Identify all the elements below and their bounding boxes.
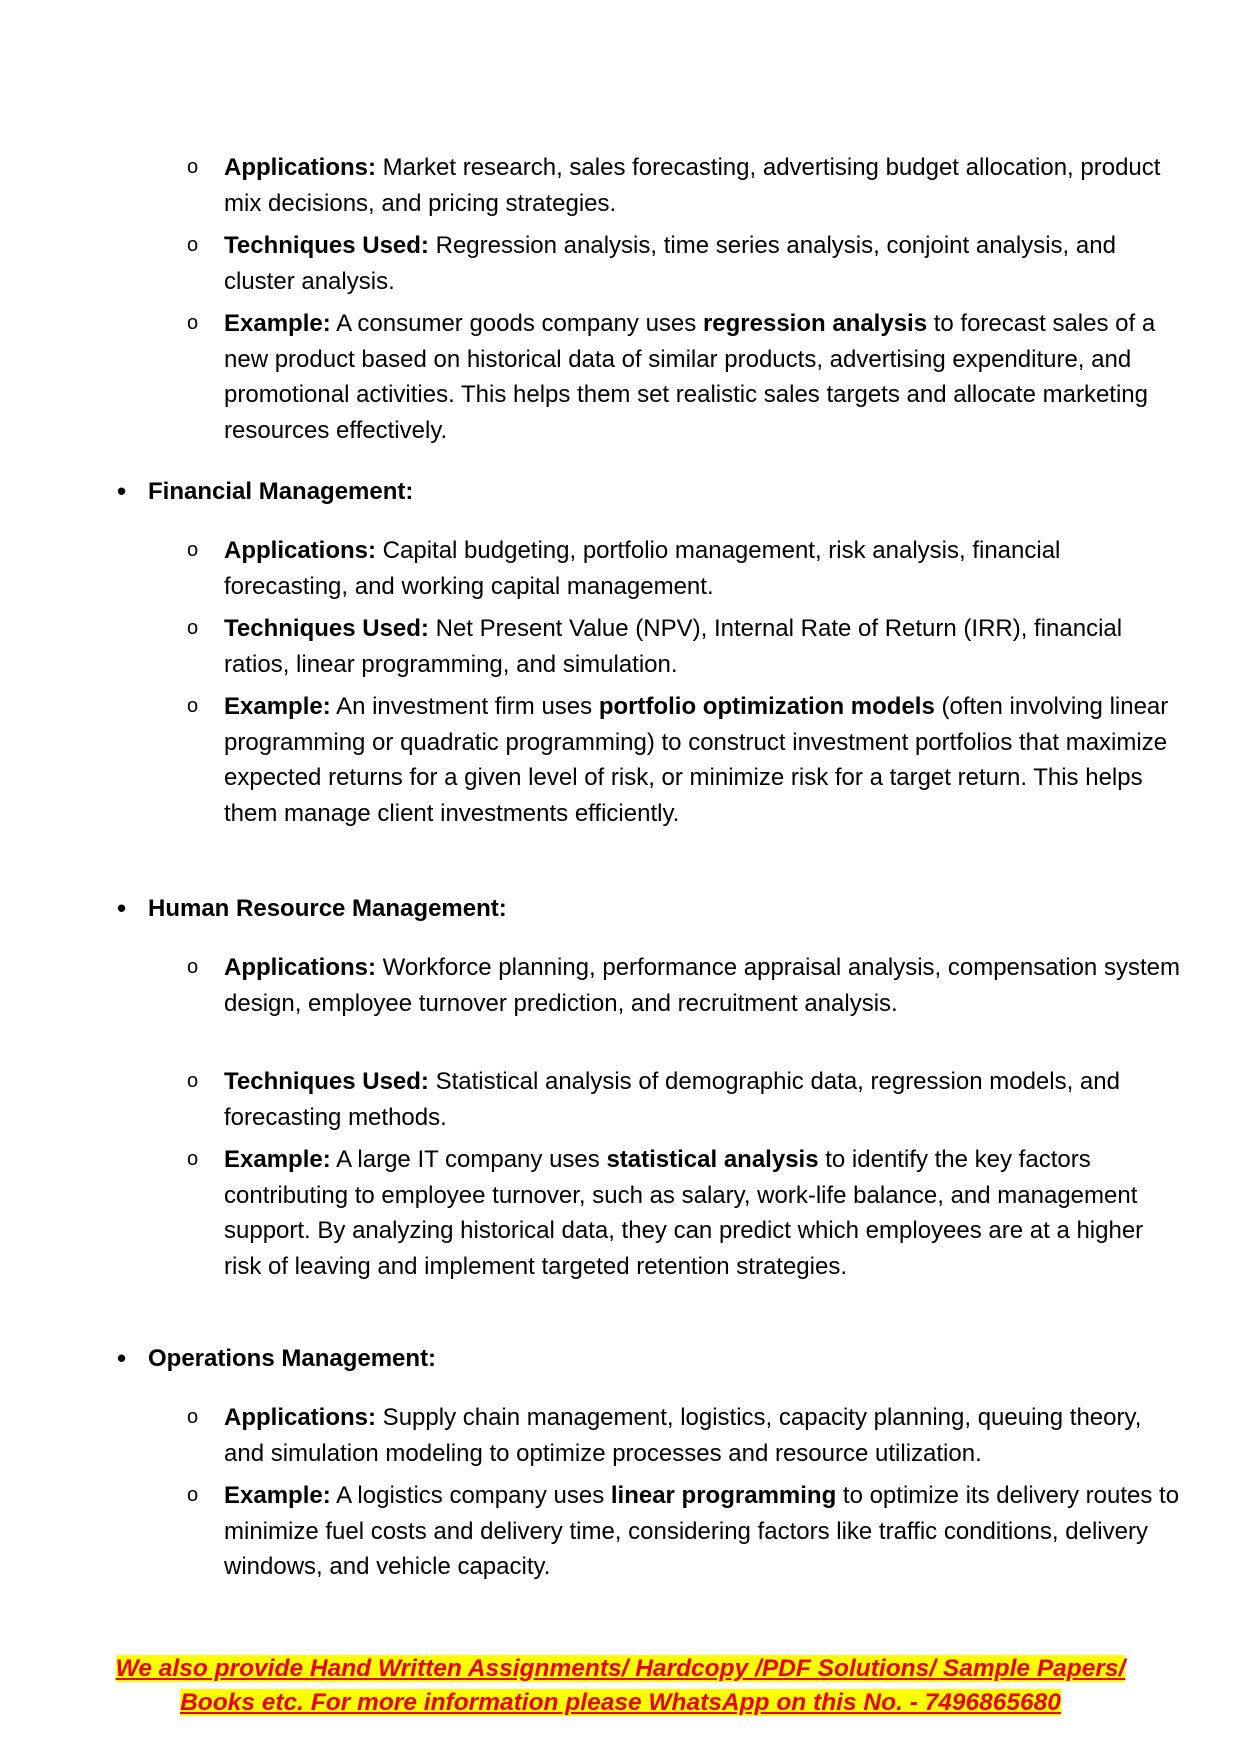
item-label: Techniques Used: xyxy=(224,232,429,259)
sub-bullet-marker: o xyxy=(187,539,199,561)
item-label: Example: xyxy=(224,310,331,337)
financial-heading xyxy=(117,474,414,510)
footer-promo xyxy=(60,1652,1181,1720)
top-example-item xyxy=(187,306,1184,448)
sub-bullet-marker: o xyxy=(187,1406,199,1428)
item-label: Techniques Used: xyxy=(224,1068,429,1095)
item-text: Regression analysis, time series analysis, conjoint analysis, and cluster analysis. xyxy=(224,232,1116,295)
top-applications-item xyxy=(187,150,1184,221)
sub-bullet-marker: o xyxy=(187,956,199,978)
item-text: Net Present Value (NPV), Internal Rate of Return (IRR), financial ratios, linear programming, and simulation. xyxy=(224,615,1123,678)
item-text: to identify the key factors contributing to employee turnover, such as salary, work-life balance, and management support. By analyzing historical data, they can predict which employees are at a higher risk of leaving and implement targeted retention strategies. xyxy=(224,1146,1144,1280)
item-label: Applications: xyxy=(224,954,377,981)
item-bold-term: statistical analysis xyxy=(606,1146,819,1173)
operations-applications-item xyxy=(187,1400,1184,1471)
sub-bullet-marker: o xyxy=(187,156,199,178)
sub-bullet-marker: o xyxy=(187,234,199,256)
sub-bullet-marker: o xyxy=(187,1484,199,1506)
financial-example-item xyxy=(187,689,1184,831)
item-text: A large IT company uses xyxy=(330,1146,607,1173)
item-text: to optimize its delivery routes to minimize fuel costs and delivery time, considering factors like traffic conditions, delivery windows, and vehicle capacity. xyxy=(224,1482,1180,1580)
footer-line-1: We also provide Hand Written Assignments/ Hardcopy /PDF Solutions/ Sample Papers/ xyxy=(115,1655,1126,1682)
item-label: Techniques Used: xyxy=(224,615,429,642)
item-text: A consumer goods company uses xyxy=(330,310,703,337)
heading-text: Operations Management: xyxy=(148,1345,437,1372)
item-label: Example: xyxy=(224,1482,331,1509)
heading-text: Human Resource Management: xyxy=(148,895,507,922)
item-text: to forecast sales of a new product based on historical data of similar products, advertising expenditure, and promotional activities. This helps them set realistic sales targets and allocate marketing resources effectively. xyxy=(224,310,1156,444)
item-bold-term: portfolio optimization models xyxy=(598,693,935,720)
financial-applications-item xyxy=(187,533,1184,604)
hr-example-item xyxy=(187,1142,1184,1284)
footer-line-2: Books etc. For more information please WhatsApp on this No. - 7496865680 xyxy=(180,1689,1061,1716)
financial-techniques-item xyxy=(187,611,1184,682)
item-text: Statistical analysis of demographic data, regression models, and forecasting methods. xyxy=(224,1068,1120,1131)
item-label: Example: xyxy=(224,693,331,720)
bullet-marker: • xyxy=(117,1343,127,1373)
sub-bullet-marker: o xyxy=(187,617,199,639)
item-label: Example: xyxy=(224,1146,331,1173)
item-label: Applications: xyxy=(224,537,377,564)
item-text: (often involving linear programming or quadratic programming) to construct investment portfolios that maximize expected returns for a given level of risk, or minimize risk for a target return. This helps them manage client investments efficiently. xyxy=(224,693,1169,827)
sub-bullet-marker: o xyxy=(187,1148,199,1170)
item-label: Applications: xyxy=(224,154,377,181)
hr-heading xyxy=(117,891,507,927)
item-text: Supply chain management, logistics, capacity planning, queuing theory, and simulation modeling to optimize processes and resource utilization. xyxy=(224,1404,1142,1467)
sub-bullet-marker: o xyxy=(187,312,199,334)
item-text: Market research, sales forecasting, advertising budget allocation, product mix decisions, and pricing strategies. xyxy=(224,154,1161,217)
heading-text: Financial Management: xyxy=(148,478,414,505)
hr-applications-item xyxy=(187,950,1184,1021)
operations-example-item xyxy=(187,1478,1184,1585)
hr-techniques-item xyxy=(187,1064,1184,1135)
bullet-marker: • xyxy=(117,476,127,506)
sub-bullet-marker: o xyxy=(187,695,199,717)
item-bold-term: regression analysis xyxy=(702,310,928,337)
item-text: An investment firm uses xyxy=(330,693,599,720)
item-label: Applications: xyxy=(224,1404,377,1431)
item-text: Capital budgeting, portfolio management, risk analysis, financial forecasting, and working capital management. xyxy=(224,537,1061,600)
sub-bullet-marker: o xyxy=(187,1070,199,1092)
item-text: A logistics company uses xyxy=(330,1482,611,1509)
operations-heading xyxy=(117,1341,437,1377)
item-bold-term: linear programming xyxy=(610,1482,837,1509)
top-techniques-item xyxy=(187,228,1184,299)
bullet-marker: • xyxy=(117,893,127,923)
item-text: Workforce planning, performance appraisal analysis, compensation system design, employee turnover prediction, and recruitment analysis. xyxy=(224,954,1180,1017)
